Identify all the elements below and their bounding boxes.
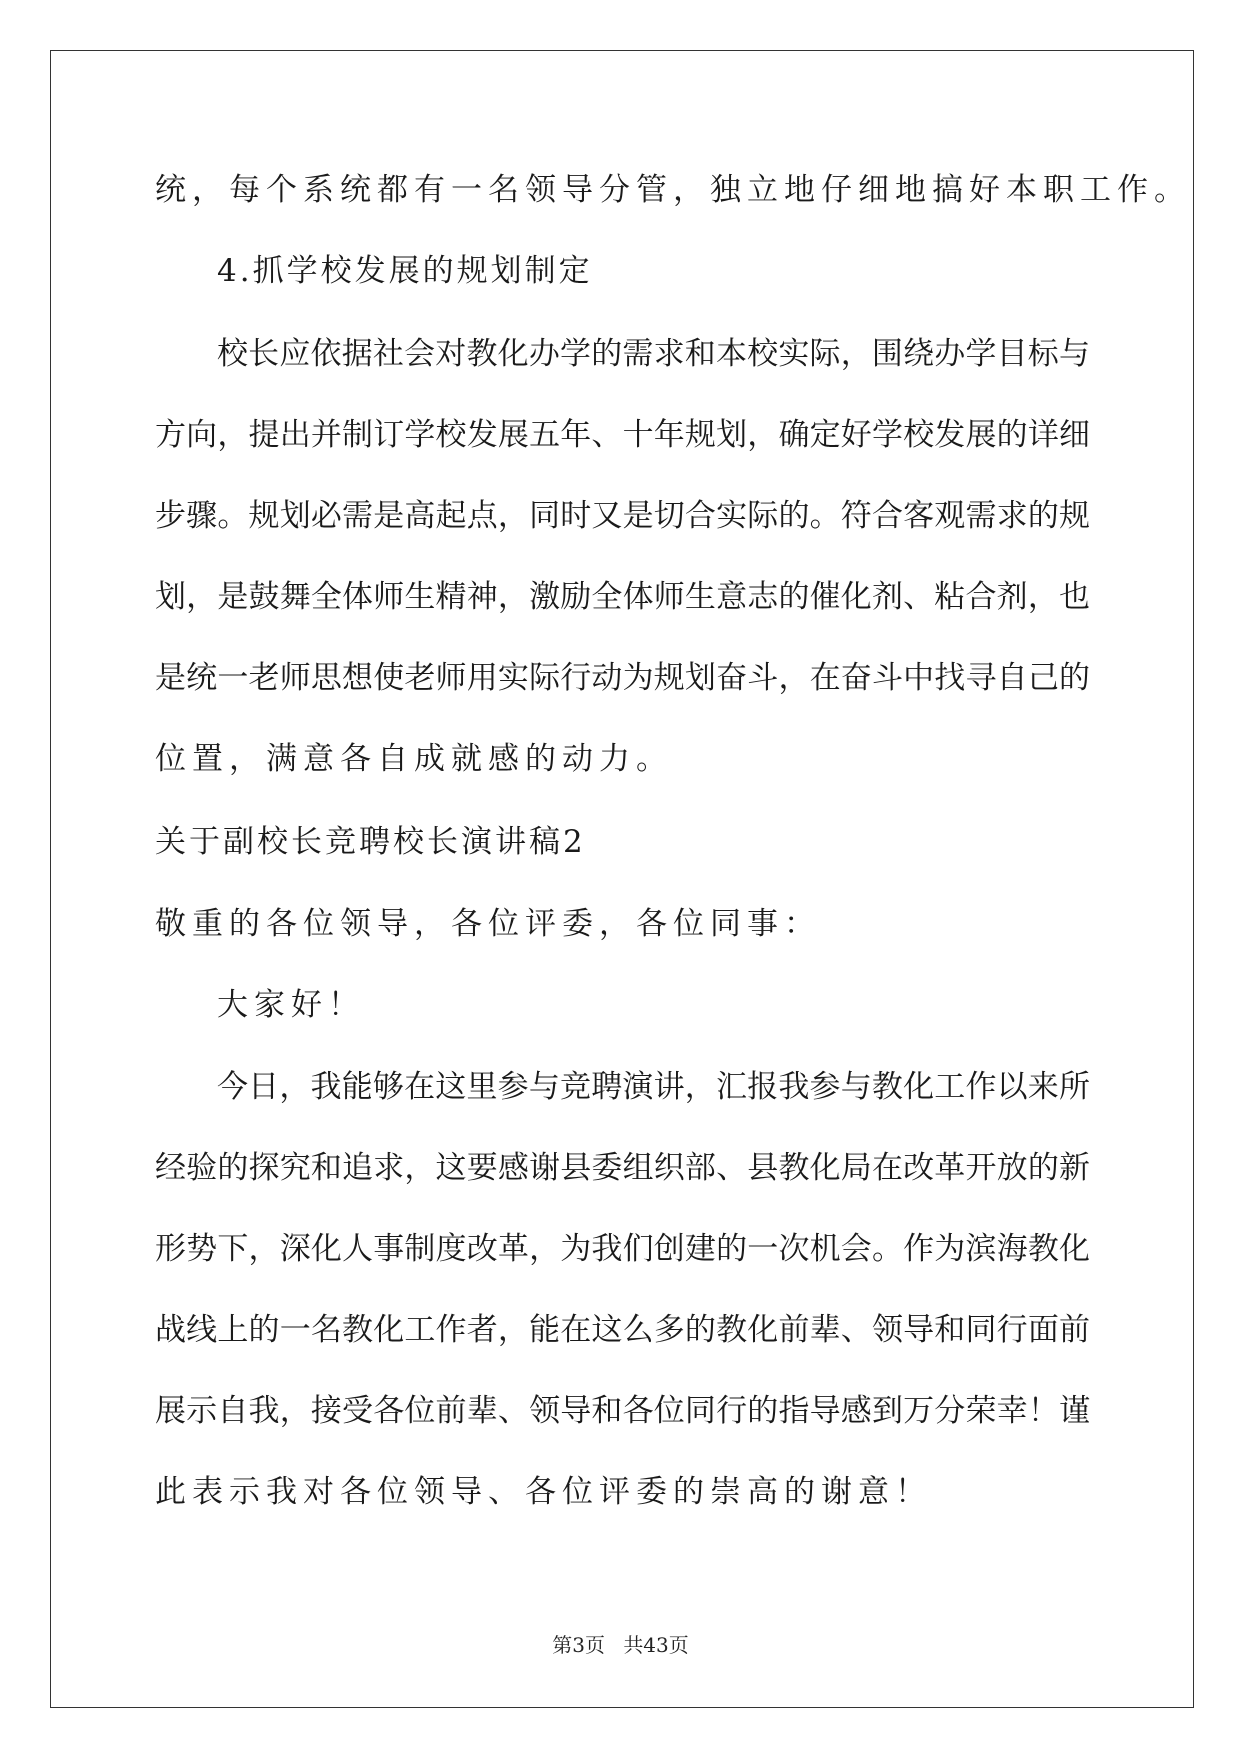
paragraph-line: 是统一老师思想使老师用实际行动为规划奋斗，在奋斗中找寻自己的 [155,660,1090,696]
paragraph-line: 步骤。规划必需是高起点，同时又是切合实际的。符合客观需求的规 [155,498,1090,534]
page-number-current: 第3页 [552,1633,605,1657]
paragraph-line: 今日，我能够在这里参与竞聘演讲，汇报我参与教化工作以来所 [217,1069,1090,1105]
paragraph-line: 方向，提出并制订学校发展五年、十年规划，确定好学校发展的详细 [155,417,1090,453]
paragraph-line: 战线上的一名教化工作者，能在这么多的教化前辈、领导和同行面前 [155,1312,1090,1348]
paragraph-line: 此表示我对各位领导、各位评委的崇高的谢意！ [155,1474,932,1510]
article-title: 关于副校长竞聘校长演讲稿2 [155,824,586,860]
salutation: 敬重的各位领导，各位评委，各位同事： [155,906,821,942]
page-footer [0,1633,1241,1657]
paragraph-line: 校长应依据社会对教化办学的需求和本校实际，围绕办学目标与 [217,336,1090,372]
paragraph-line: 划，是鼓舞全体师生精神，激励全体师生意志的催化剂、粘合剂，也 [155,579,1090,615]
paragraph-line: 经验的探究和追求，这要感谢县委组织部、县教化局在改革开放的新 [155,1150,1090,1186]
paragraph-line: 统，每个系统都有一名领导分管，独立地仔细地搞好本职工作。 [155,172,1191,208]
paragraph-line: 展示自我，接受各位前辈、领导和各位同行的指导感到万分荣幸！谨 [155,1393,1090,1429]
paragraph-line: 位置，满意各自成就感的动力。 [155,741,673,777]
page-border [50,50,1194,1708]
paragraph-line: 形势下，深化人事制度改革，为我们创建的一次机会。作为滨海教化 [155,1231,1090,1267]
greeting: 大家好！ [217,987,365,1023]
page-number-total: 共43页 [623,1633,689,1657]
section-heading: 4.抓学校发展的规划制定 [217,253,593,289]
